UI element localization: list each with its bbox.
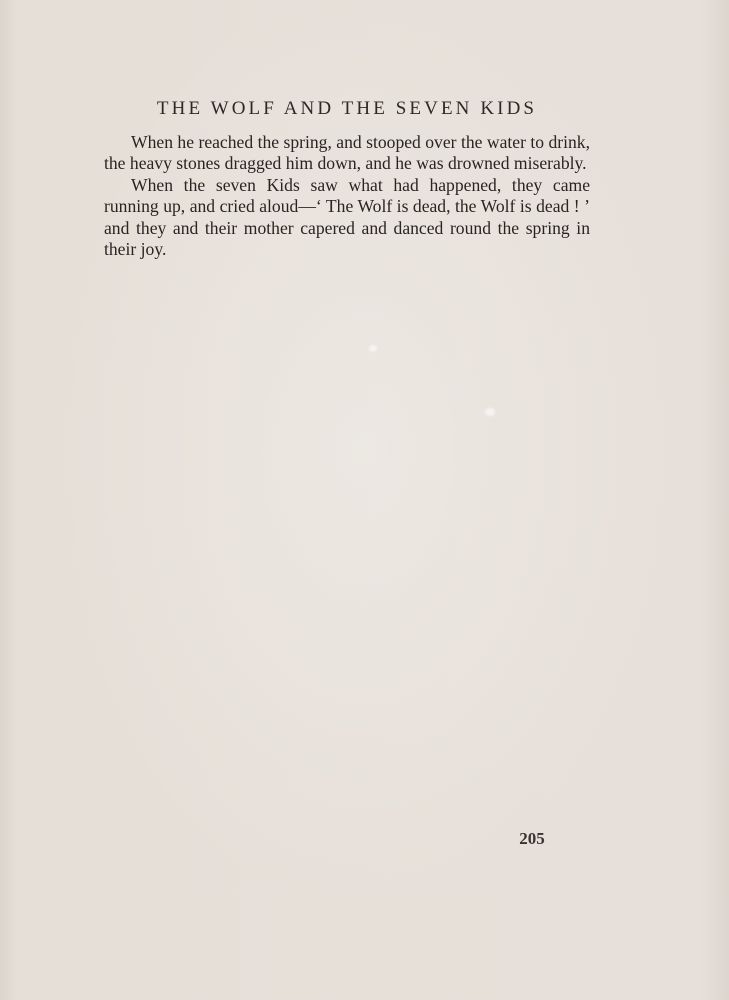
paragraph-2: When the seven Kids saw what had happened, they came running up, and cried aloud—‘ The Wolf is dead, the Wolf is dead ! ’ and they and their mother capered and danced round the spring in their joy. <box>104 174 590 260</box>
page-number: 205 <box>519 829 545 848</box>
body-text <box>104 132 590 260</box>
paragraph-1: When he reached the spring, and stooped over the water to drink, the heavy stones dragged him down, and he was drowned miserably. <box>104 132 590 174</box>
running-header: THE WOLF AND THE SEVEN KIDS <box>156 98 538 119</box>
paper-speck <box>369 345 377 352</box>
paper-speck <box>485 408 495 416</box>
